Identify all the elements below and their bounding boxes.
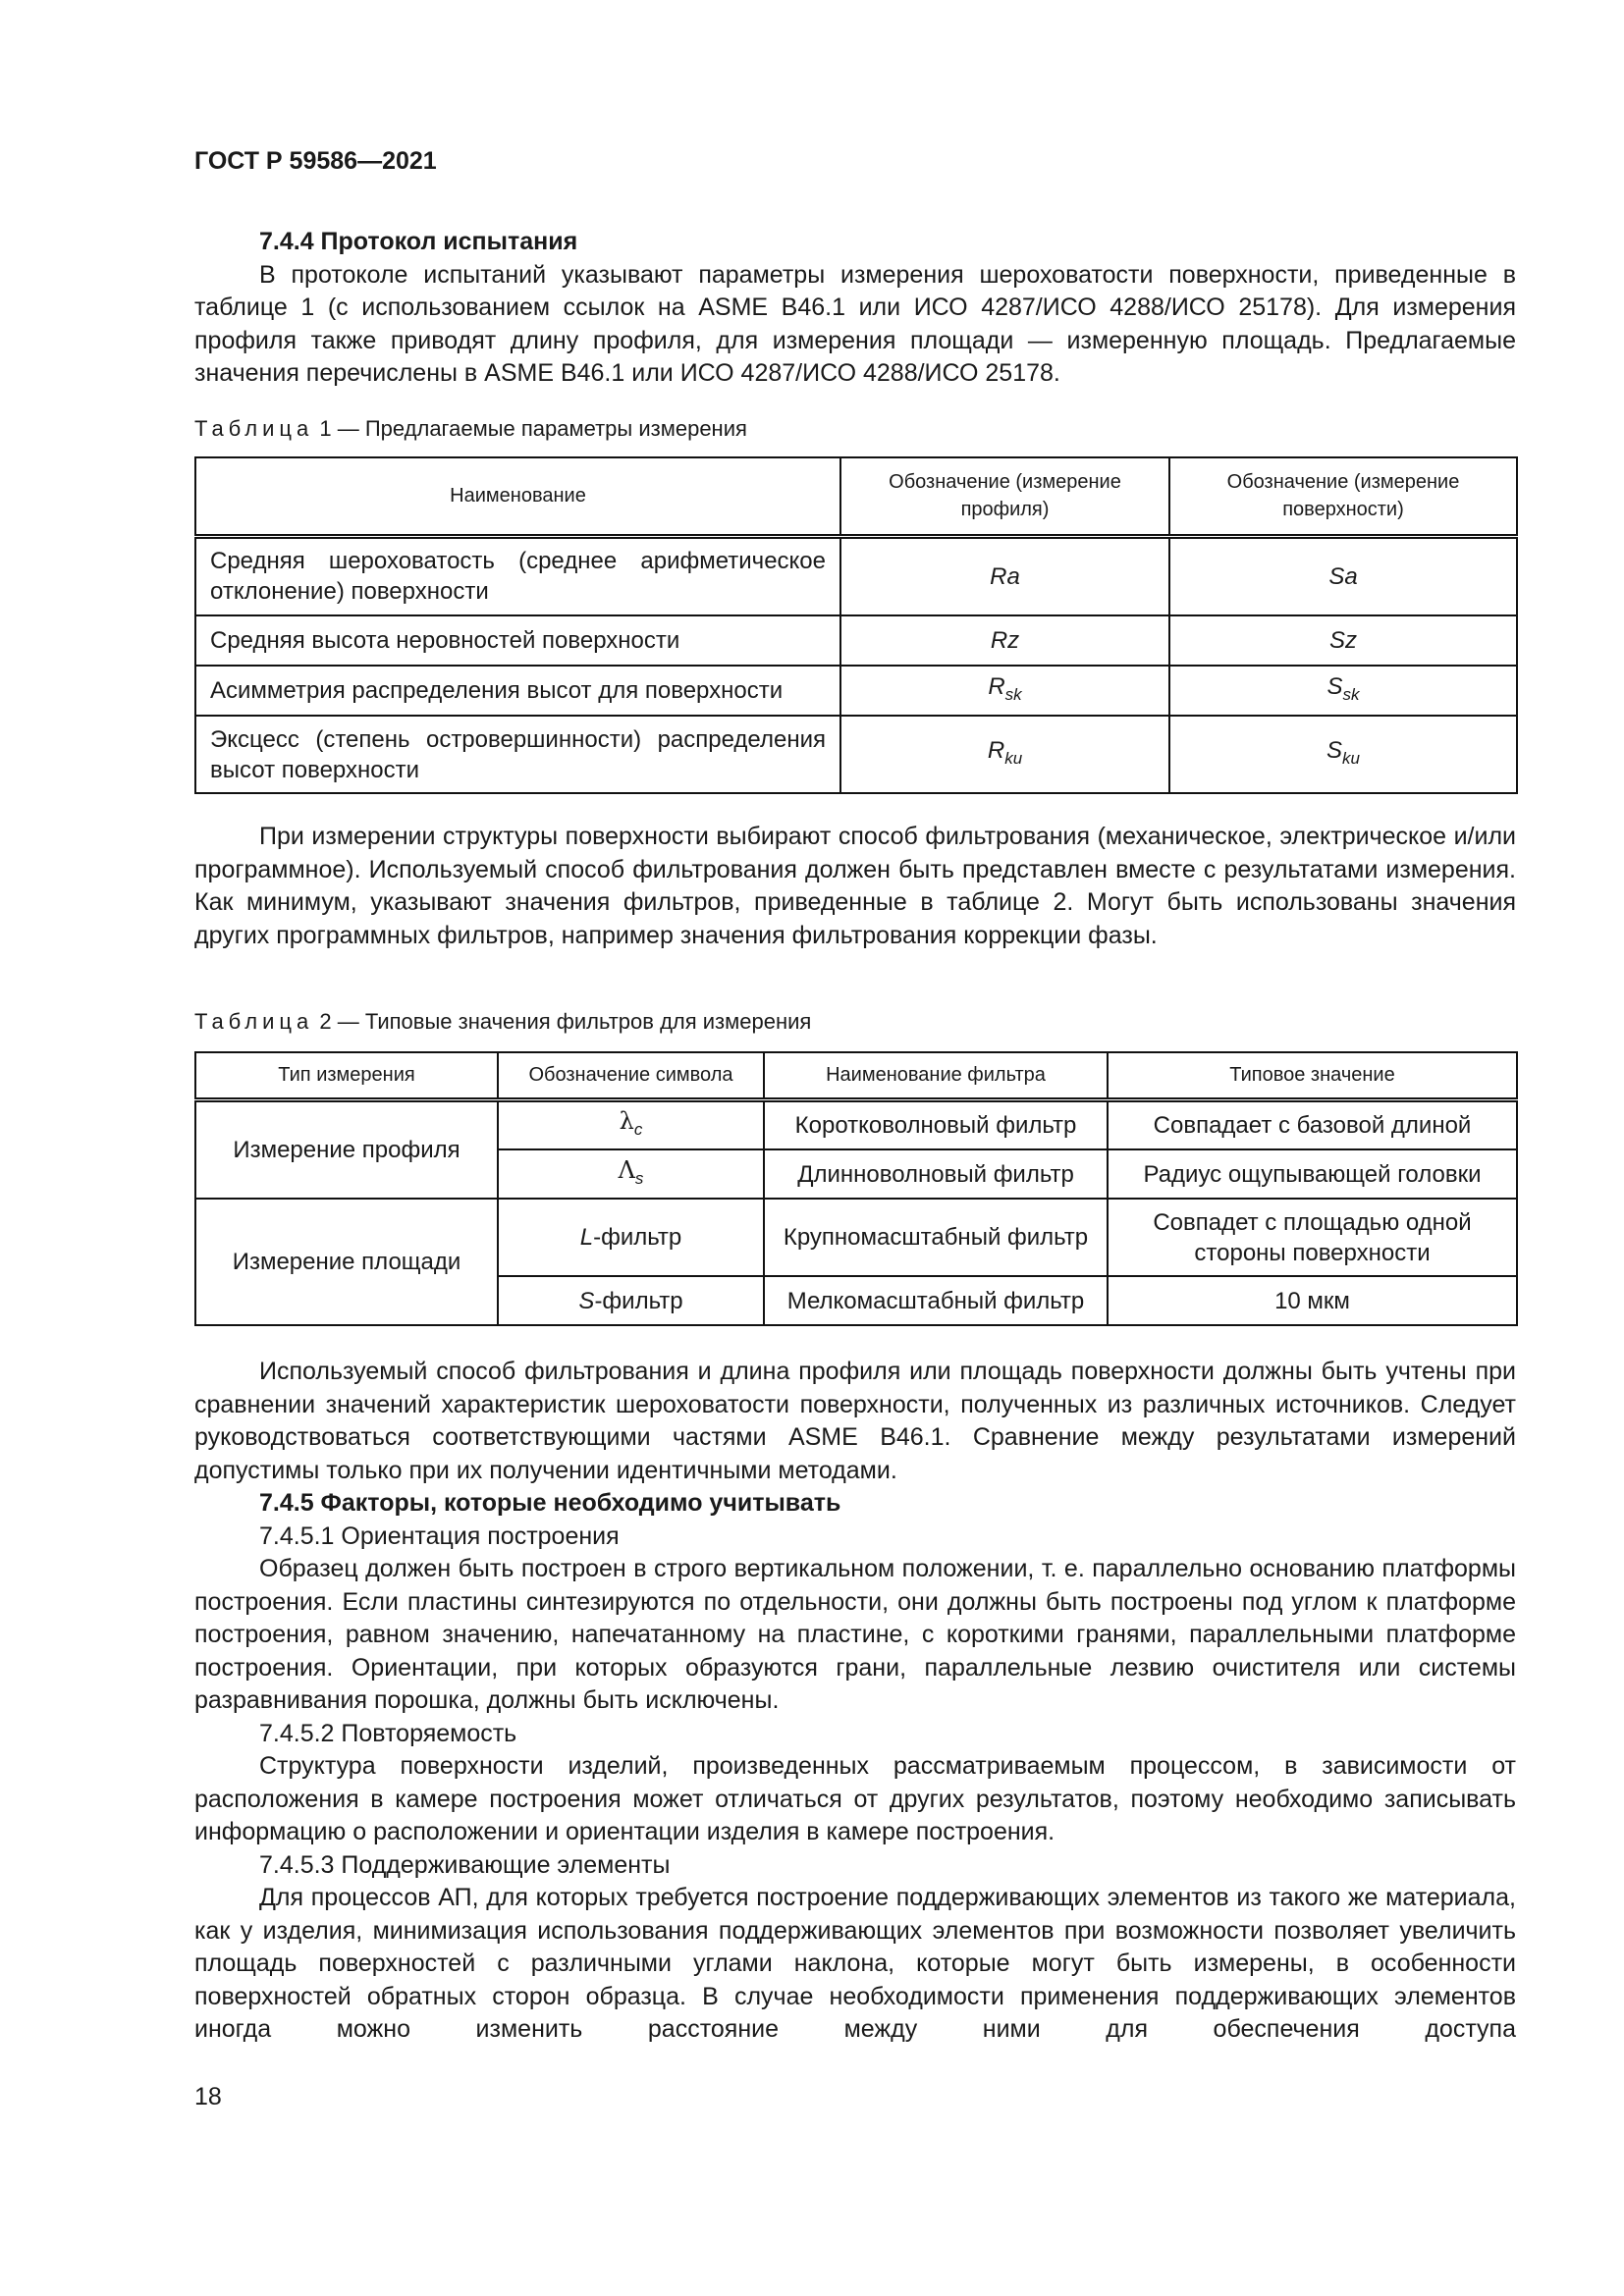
subsection-title: 7.4.5.3 Поддерживающие элементы	[259, 1850, 671, 1879]
filter-symbol	[498, 1149, 764, 1199]
table-label: Таблица	[194, 1009, 314, 1034]
symbol-subscript: c	[633, 1119, 643, 1139]
surface-symbol	[1169, 666, 1517, 716]
table-row	[195, 716, 1517, 793]
document-header: ГОСТ Р 59586—2021	[194, 147, 437, 175]
symbol-base: R	[988, 673, 1005, 701]
header-cell: Наименование фильтра	[764, 1052, 1108, 1099]
measurement-type: Измерение профиля	[195, 1099, 498, 1199]
typical-value: Совпадает с базовой длиной	[1108, 1099, 1517, 1149]
subsection-title: 7.4.5.1 Ориентация построения	[259, 1522, 620, 1550]
filter-symbol	[498, 1276, 764, 1325]
paragraph: Для процессов АП, для которых требуется построение поддерживающих элементов из такого же материала, как у изделия, минимизация использования поддерживающих элементов при возможности позволяет увеличить площадь поверхностей с различными углами наклона, которые могут быть измерены, в особенности поверхностей обратных сторон образца. В случае необходимости применения поддерживающих элементов иногда можно изменить расстояние между ними для обеспечения доступа	[194, 1884, 1516, 2043]
parameter-name: Средняя шероховатость (среднее арифметическое отклонение) поверхности	[195, 536, 840, 615]
section-title: 7.4.5 Факторы, которые необходимо учитывать	[259, 1489, 841, 1517]
header-cell: Обозначение (измерение поверхности)	[1169, 457, 1517, 536]
section-7-4-4	[194, 226, 1516, 391]
filter-symbol	[498, 1199, 764, 1276]
header-cell: Наименование	[195, 457, 840, 536]
filter-name: Длинноволновый фильтр	[764, 1149, 1108, 1199]
surface-symbol: Sz	[1169, 615, 1517, 666]
filter-name: Коротковолновый фильтр	[764, 1099, 1108, 1149]
profile-symbol	[840, 666, 1169, 716]
page-number: 18	[194, 2083, 222, 2110]
table-row	[195, 536, 1517, 615]
symbol-subscript: sk	[1004, 684, 1022, 704]
paragraph: В протоколе испытаний указывают параметры измерения шероховатости поверхности, приведенные в таблице 1 (с использованием ссылок на ASME B46.1 или ИСО 4287/ИСО 4288/ИСО 25178). Для измерения профиля также приводят длину профиля, для измерения площади — измеренную площадь. Предлагаемые значения перечислены в ASME B46.1 или ИСО 4287/ИСО 4288/ИСО 25178.	[194, 260, 1516, 387]
table2-caption	[194, 1009, 1516, 1035]
header-cell: Типовое значение	[1108, 1052, 1517, 1099]
symbol-base: λ	[619, 1106, 634, 1135]
header-cell: Тип измерения	[195, 1052, 498, 1099]
header-cell: Обозначение символа	[498, 1052, 764, 1099]
filter-symbol	[498, 1099, 764, 1149]
body-continuation	[194, 1356, 1516, 2047]
measurement-type: Измерение площади	[195, 1199, 498, 1325]
symbol-base: R	[987, 737, 1005, 765]
typical-value: Радиус ощупывающей головки	[1108, 1149, 1517, 1199]
symbol-base: S	[1326, 673, 1343, 701]
surface-symbol: Sa	[1169, 536, 1517, 615]
table-header-row	[195, 1052, 1517, 1099]
profile-symbol	[840, 716, 1169, 793]
symbol-subscript: ku	[1342, 748, 1360, 768]
symbol-base: S	[1326, 737, 1343, 765]
profile-symbol: Rz	[840, 615, 1169, 666]
typical-value: 10 мкм	[1108, 1276, 1517, 1325]
paragraph: Структура поверхности изделий, произведенных рассматриваемым процессом, в зависимости от расположения в камере построения может отличаться от других результатов, поэтому необходимо записывать информацию о расположении и ориентации изделия в камере построения.	[194, 1752, 1516, 1845]
table1-caption	[194, 416, 1516, 442]
table-label: Таблица	[194, 416, 314, 441]
table2	[194, 1051, 1518, 1326]
parameter-name: Асимметрия распределения высот для поверхности	[195, 666, 840, 716]
symbol-subscript: s	[634, 1168, 644, 1188]
surface-symbol	[1169, 716, 1517, 793]
filter-name: Крупномасштабный фильтр	[764, 1199, 1108, 1276]
symbol-suffix: -фильтр	[593, 1224, 682, 1251]
table-row	[195, 615, 1517, 666]
parameter-name: Средняя высота неровностей поверхности	[195, 615, 840, 666]
filter-name: Мелкомасштабный фильтр	[764, 1276, 1108, 1325]
table-caption-text: 2 — Типовые значения фильтров для измерения	[319, 1009, 812, 1034]
table1	[194, 456, 1518, 794]
parameter-name: Эксцесс (степень островершинности) распределения высот поверхности	[195, 716, 840, 793]
profile-symbol: Ra	[840, 536, 1169, 615]
table-row	[195, 1199, 1517, 1276]
symbol-base: L	[579, 1224, 594, 1251]
paragraph: Используемый способ фильтрования и длина профиля или площадь поверхности должны быть учтены при сравнении значений характеристик шероховатости поверхности, полученных из различных источников. Следует руководствоваться соответствующими частями ASME B46.1. Сравнение между результатами измерений допустимы только при их получении идентичными методами.	[194, 1358, 1516, 1484]
symbol-subscript: sk	[1342, 684, 1360, 704]
symbol-subscript: ku	[1004, 748, 1023, 768]
table-row	[195, 666, 1517, 716]
symbol-suffix: -фильтр	[594, 1287, 683, 1314]
paragraph: Образец должен быть построен в строго вертикальном положении, т. е. параллельно основанию платформы построения. Если пластины синтезируются по отдельности, они должны быть построены под углом к платформе построения, равном значению, напечатанному на пластине, с короткими гранями, параллельными платформе построения. Ориентации, при которых образуются грани, параллельные лезвию очистителя или системы разравнивания порошка, должны быть исключены.	[194, 1555, 1516, 1714]
typical-value: Совпадет с площадью одной стороны поверхности	[1108, 1199, 1517, 1276]
table-caption-text: 1 — Предлагаемые параметры измерения	[319, 416, 747, 441]
section-title: 7.4.4 Протокол испытания	[259, 228, 578, 255]
table-header-row	[195, 457, 1517, 536]
table-row	[195, 1099, 1517, 1149]
paragraph-filtering	[194, 821, 1516, 952]
paragraph: При измерении структуры поверхности выбирают способ фильтрования (механическое, электрическое и/или программное). Используемый способ фильтрования должен быть представлен вместе с результатами измерения. Как минимум, указывают значения фильтров, приведенные в таблице 2. Могут быть использованы значения других программных фильтров, например значения фильтрования коррекции фазы.	[194, 823, 1516, 949]
symbol-base: Λ	[618, 1155, 635, 1184]
symbol-base: S	[578, 1287, 595, 1314]
subsection-title: 7.4.5.2 Повторяемость	[259, 1719, 517, 1747]
header-cell: Обозначение (измерение профиля)	[840, 457, 1169, 536]
